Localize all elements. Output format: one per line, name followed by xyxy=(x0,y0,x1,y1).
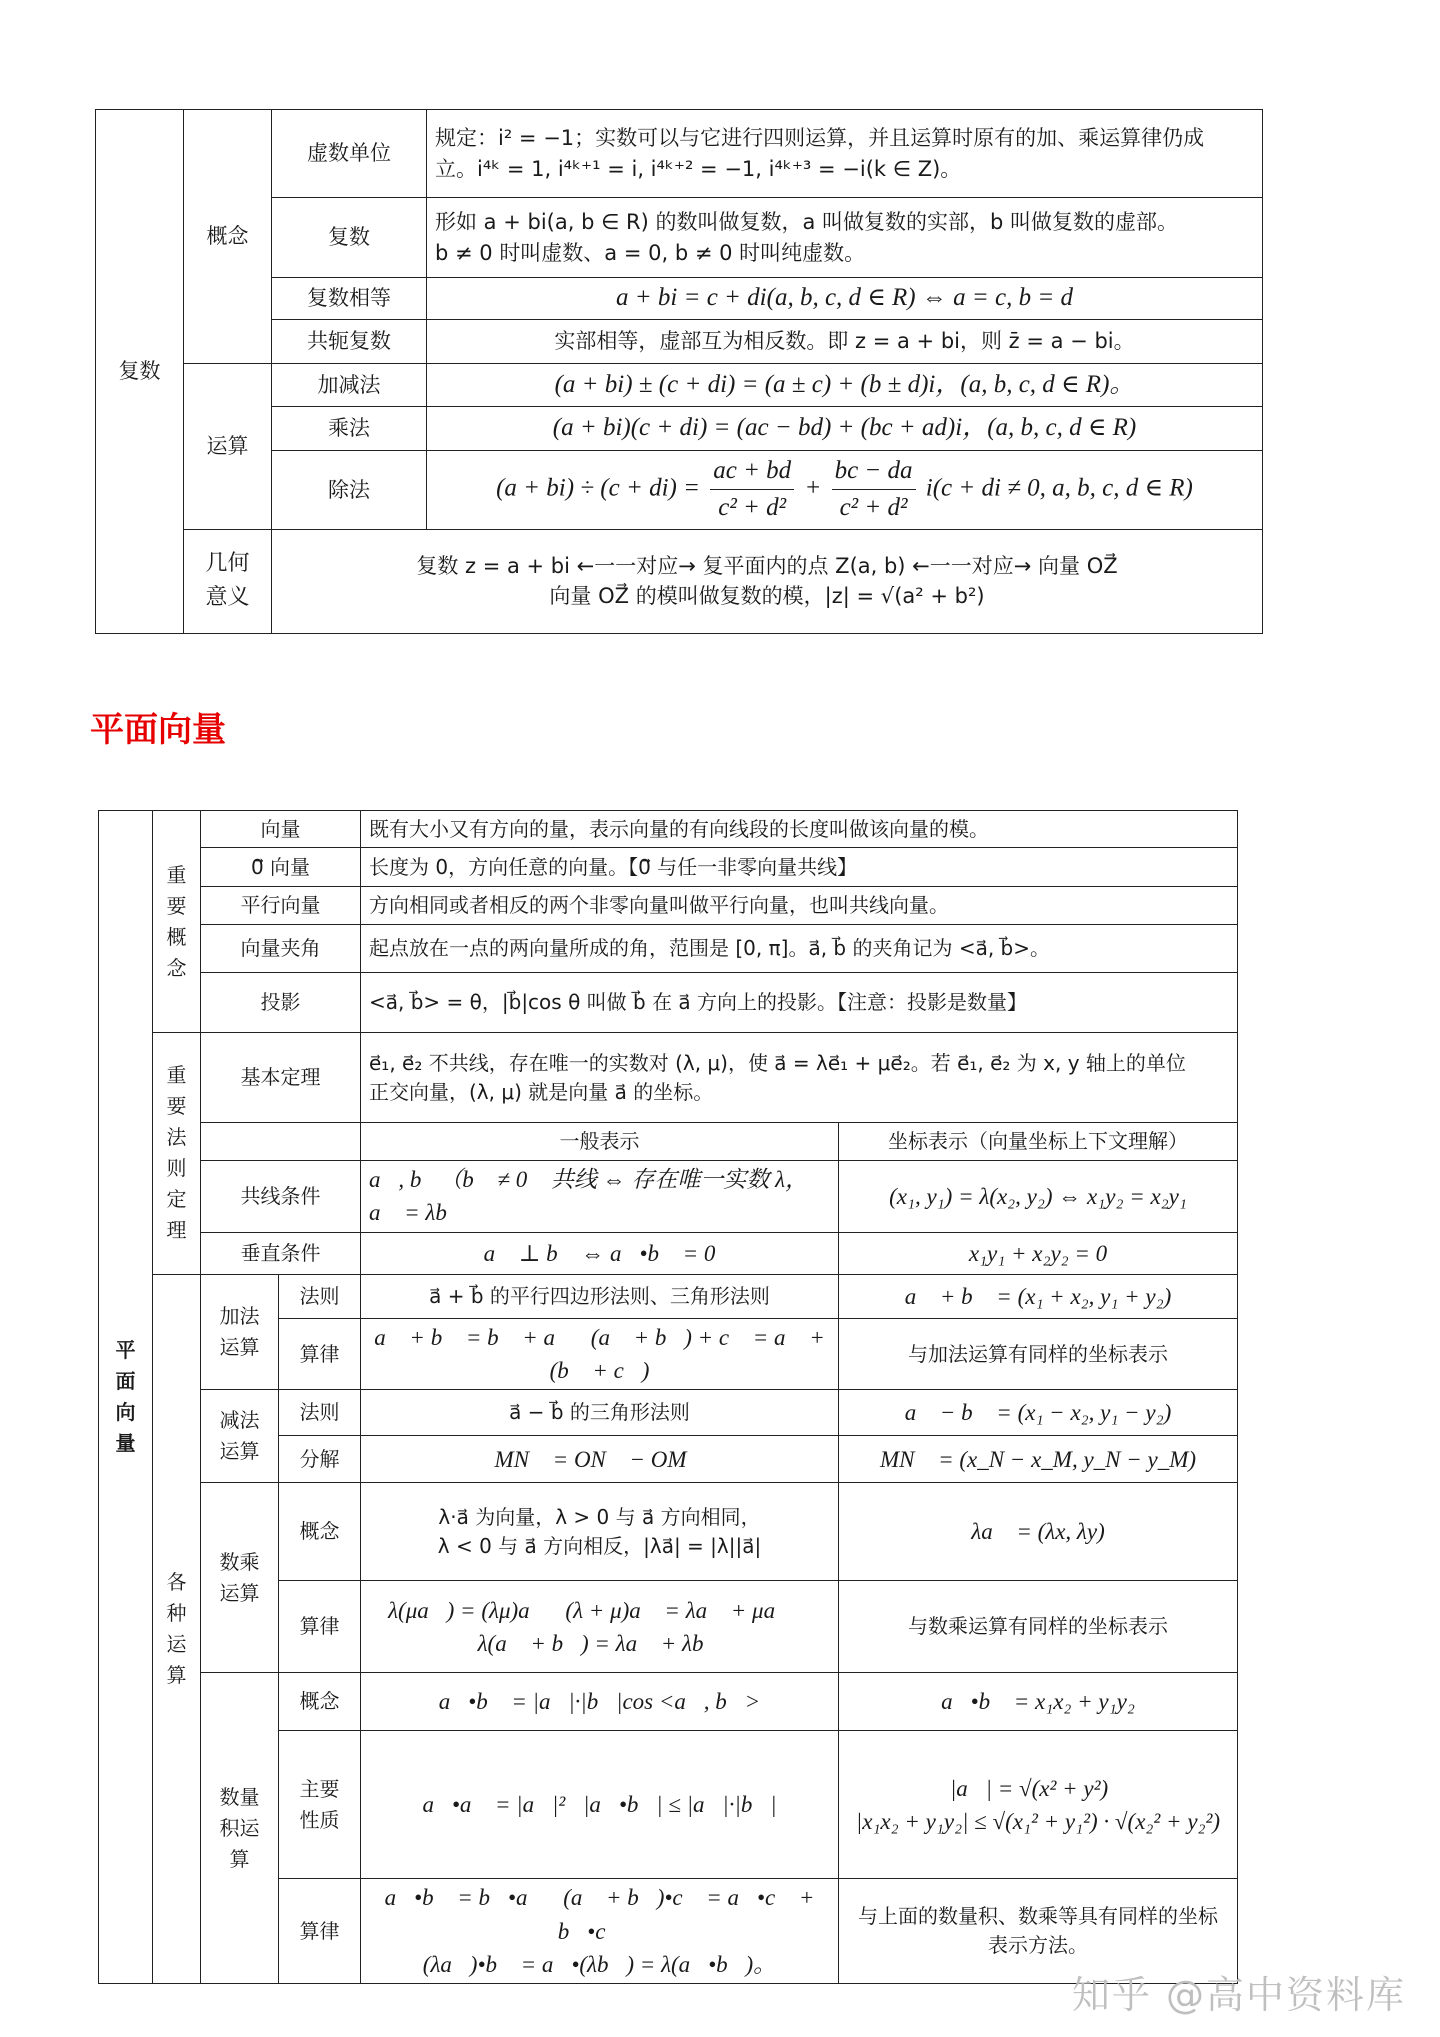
theorem-line-2: 正交向量，(λ, μ) 就是向量 a⃗ 的坐标。 xyxy=(369,1079,714,1104)
scalar-concept-coord: λa⃗ = (λx, λy) xyxy=(839,1483,1238,1581)
div-tail: i(c + di ≠ 0, a, b, c, d ∈ R) xyxy=(925,474,1193,502)
category-complex: 复数 xyxy=(96,110,184,634)
div-frac1-den: c² + d² xyxy=(718,494,787,522)
concept-label-projection: 投影 xyxy=(201,973,361,1033)
div-formula xyxy=(427,451,1263,530)
group-operations: 运算 xyxy=(184,364,272,530)
complex-number-table xyxy=(95,109,1263,634)
row-label-conjugate: 共轭复数 xyxy=(272,320,427,364)
geometry-line-1: 复数 z = a + bi ←一一对应→ 复平面内的点 Z(a, b) ←一一对应→ 向量 OZ⃗ xyxy=(416,553,1118,578)
concept-text-zero-vector: 长度为 0，方向任意的向量。【0⃗ 与任一非零向量共线】 xyxy=(361,848,1238,887)
subtraction-decomp-coord: MN⃗ = (x_N − x_M, y_N − y_M) xyxy=(839,1436,1238,1483)
concept-label-vector: 向量 xyxy=(201,811,361,848)
collinear-general: a⃗, b⃗（b⃗ ≠ 0⃗ 共线 ⇔ 存在唯一实数 λ，a⃗ = λb⃗ xyxy=(361,1161,839,1233)
row-label-imaginary-unit: 虚数单位 xyxy=(272,110,427,198)
subtraction-decomp-label: 分解 xyxy=(279,1436,361,1483)
dot-property-label: 主要 性质 xyxy=(279,1731,361,1879)
vector-table xyxy=(98,810,1238,1984)
scalar-law-label: 算律 xyxy=(279,1581,361,1673)
div-plus: + xyxy=(804,474,822,502)
div-lhs: (a + bi) ÷ (c + di) = xyxy=(496,474,700,502)
div-frac1-num: ac + bd xyxy=(710,453,794,490)
row-label-mul: 乘法 xyxy=(272,407,427,451)
group-operations: 各 种 运 算 xyxy=(153,1274,201,1984)
row-label-complex: 复数 xyxy=(272,198,427,278)
addition-law-label: 算律 xyxy=(279,1318,361,1390)
div-fraction-1 xyxy=(710,453,794,527)
perpendicular-label: 垂直条件 xyxy=(201,1232,361,1274)
scalar-law-coord: 与数乘运算有同样的坐标表示 xyxy=(839,1581,1238,1673)
dot-law-label: 算律 xyxy=(279,1879,361,1984)
subtraction-rule-label: 法则 xyxy=(279,1390,361,1436)
addition-law-coord: 与加法运算有同样的坐标表示 xyxy=(839,1318,1238,1390)
imaginary-unit-line-2: 立。i⁴ᵏ = 1, i⁴ᵏ⁺¹ = i, i⁴ᵏ⁺² = −1, i⁴ᵏ⁺³ = −i(k ∈ Z)。 xyxy=(435,156,962,181)
dot-concept-general: a⃗•b⃗ = |a⃗|·|b⃗|cos <a⃗, b⃗> xyxy=(361,1673,839,1731)
scalar-concept-general: λ·a⃗ 为向量，λ > 0 与 a⃗ 方向相同， λ < 0 与 a⃗ 方向相反，|λa⃗| = |λ||a⃗| xyxy=(361,1483,839,1581)
row-label-div: 除法 xyxy=(272,451,427,530)
concept-text-angle: 起点放在一点的两向量所成的角，范围是 [0, π]。a⃗, b⃗ 的夹角记为 <a⃗, b⃗>。 xyxy=(361,925,1238,973)
subtraction-rule-coord: a⃗ − b⃗ = (x₁ − x₂, y₁ − y₂) xyxy=(839,1390,1238,1436)
addition-rule-general: a⃗ + b⃗ 的平行四边形法则、三角形法则 xyxy=(361,1274,839,1318)
concept-label-parallel: 平行向量 xyxy=(201,887,361,925)
collinear-coord: (x₁, y₁) = λ(x₂, y₂) ⇔ x₁y₂ = x₂y₁ xyxy=(839,1161,1238,1233)
group-dot-product: 数量 积运 算 xyxy=(201,1673,279,1984)
dot-law-coord: 与上面的数量积、数乘等具有同样的坐标 表示方法。 xyxy=(839,1879,1238,1984)
group-subtraction: 减法 运算 xyxy=(201,1390,279,1483)
category-vector: 平 面 向 量 xyxy=(99,811,153,1984)
subtraction-decomp-general: MN⃗ = ON⃗ − OM⃗ xyxy=(361,1436,839,1483)
dot-law-general: a⃗•b⃗ = b⃗•a⃗，(a⃗ + b⃗)•c⃗ = a⃗•c⃗ + b⃗•c⃗， (λa⃗)•b⃗ = a⃗•(λb⃗) = λ(a⃗•b⃗)。 xyxy=(361,1879,839,1984)
theorem-label: 基本定理 xyxy=(201,1033,361,1123)
mul-formula: (a + bi)(c + di) = (ac − bd) + (bc + ad)i，(a, b, c, d ∈ R) xyxy=(427,407,1263,451)
complex-equal-formula: a + bi = c + di(a, b, c, d ∈ R) ⇔ a = c, b = d xyxy=(427,278,1263,320)
perpendicular-coord: x₁y₁ + x₂y₂ = 0 xyxy=(839,1232,1238,1274)
theorem-text xyxy=(361,1033,1238,1123)
add-formula: (a + bi) ± (c + di) = (a ± c) + (b ± d)i，(a, b, c, d ∈ R)。 xyxy=(427,364,1263,407)
dot-property-coord: |a⃗| = √(x² + y²)， |x₁x₂ + y₁y₂| ≤ √(x₁² + y₁²) · √(x₂² + y₂²) xyxy=(839,1731,1238,1879)
section-title: 平面向量 xyxy=(90,710,226,750)
addition-rule-coord: a⃗ + b⃗ = (x₁ + x₂, y₁ + y₂) xyxy=(839,1274,1238,1318)
complex-definition xyxy=(427,198,1263,278)
concept-text-vector: 既有大小又有方向的量，表示向量的有向线段的长度叫做该向量的模。 xyxy=(361,811,1238,848)
group-concepts: 重 要 概 念 xyxy=(153,811,201,1033)
conjugate-formula: 实部相等，虚部互为相反数。即 z = a + bi，则 z̄ = a − bi。 xyxy=(427,320,1263,364)
collinear-label: 共线条件 xyxy=(201,1161,361,1233)
group-addition: 加法 运算 xyxy=(201,1274,279,1390)
watermark: 知乎 @高中资料库 xyxy=(1071,1973,1406,2017)
complex-line-2: b ≠ 0 时叫虚数、a = 0, b ≠ 0 时叫纯虚数。 xyxy=(435,240,866,265)
geometry-meaning xyxy=(272,529,1263,633)
group-theorems: 重 要 法 则 定 理 xyxy=(153,1033,201,1275)
row-label-add: 加减法 xyxy=(272,364,427,407)
addition-law-general: a⃗ + b⃗ = b⃗ + a⃗，(a⃗ + b⃗) + c⃗ = a⃗ + (b⃗ + c⃗) xyxy=(361,1318,839,1390)
dot-concept-coord: a⃗•b⃗ = x₁x₂ + y₁y₂ xyxy=(839,1673,1238,1731)
row-label-equal: 复数相等 xyxy=(272,278,427,320)
concept-label-angle: 向量夹角 xyxy=(201,925,361,973)
div-fraction-2 xyxy=(832,453,916,527)
scalar-law-general: λ(μa⃗) = (λμ)a⃗，(λ + μ)a⃗ = λa⃗ + μa⃗， λ(a⃗ + b⃗) = λa⃗ + λb⃗ xyxy=(361,1581,839,1673)
div-frac2-num: bc − da xyxy=(832,453,916,490)
perpendicular-general: a⃗ ⊥ b⃗ ⇔ a⃗•b⃗ = 0 xyxy=(361,1232,839,1274)
concept-label-zero-vector: 0⃗ 向量 xyxy=(201,848,361,887)
imaginary-unit-line-1: 规定：i² = −1；实数可以与它进行四则运算，并且运算时原有的加、乘运算律仍成 xyxy=(435,126,1205,151)
column-header-general: 一般表示 xyxy=(361,1123,839,1161)
addition-rule-label: 法则 xyxy=(279,1274,361,1318)
subtraction-rule-general: a⃗ − b⃗ 的三角形法则 xyxy=(361,1390,839,1436)
group-scalar: 数乘 运算 xyxy=(201,1483,279,1673)
dot-property-general: a⃗•a⃗ = |a⃗|²，|a⃗•b⃗| ≤ |a⃗|·|b⃗| xyxy=(361,1731,839,1879)
dot-concept-label: 概念 xyxy=(279,1673,361,1731)
scalar-concept-label: 概念 xyxy=(279,1483,361,1581)
complex-line-1: 形如 a + bi(a, b ∈ R) 的数叫做复数，a 叫做复数的实部，b 叫做复数的虚部。 xyxy=(435,210,1179,235)
concept-text-projection: <a⃗, b⃗> = θ，|b⃗|cos θ 叫做 b⃗ 在 a⃗ 方向上的投影。【注意：投影是数量】 xyxy=(361,973,1238,1033)
concept-text-parallel: 方向相同或者相反的两个非零向量叫做平行向量，也叫共线向量。 xyxy=(361,887,1238,925)
theorem-line-1: e⃗₁, e⃗₂ 不共线，存在唯一的实数对 (λ, μ)，使 a⃗ = λe⃗₁ + μe⃗₂。若 e⃗₁, e⃗₂ 为 x, y 轴上的单位 xyxy=(369,1050,1186,1075)
imaginary-unit-definition xyxy=(427,110,1263,198)
column-header-coord: 坐标表示（向量坐标上下文理解） xyxy=(839,1123,1238,1161)
geometry-line-2: 向量 OZ⃗ 的模叫做复数的模，|z| = √(a² + b²) xyxy=(549,584,985,608)
group-geometry: 几何 意义 xyxy=(184,529,272,633)
header-spacer xyxy=(201,1123,361,1161)
group-concept: 概念 xyxy=(184,110,272,364)
div-frac2-den: c² + d² xyxy=(839,494,908,522)
